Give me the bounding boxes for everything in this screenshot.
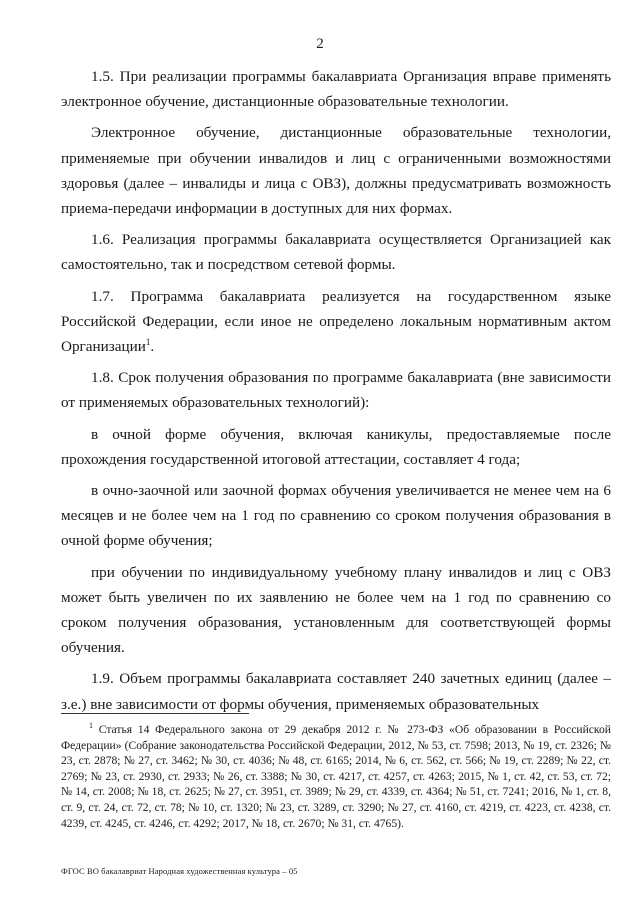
footnote-reference: 1 xyxy=(145,336,151,347)
footnote-text: Статья 14 Федерального закона от 29 декабря 2012 г. № 273-ФЗ «Об образовании в Российской Федерации» (Собрание законодательства Российской Федерации, 2012, № 53, ст. 7598; 2013, № 19, ст. 2326; № 23, ст. 2878; № 27, ст. 3462; № 30, ст. 4036; № 48, ст. 6165; 2014, № 6, ст. 562, ст. 566; № 19, ст. 2289; № 22, ст. 2769; № 23, ст. 2930, ст. 2933; № 26, ст. 3388; № 30, ст. 4217, ст. 4257, ст. 4263; 2015, № 1, ст. 42, ст. 53, ст. 72; № 14, ст. 2008; № 18, ст. 2625; № 27, ст. 3951, ст. 3989; № 29, ст. 4339, ст. 4364; № 51, ст. 7241; 2016, № 1, ст. 8, ст. 9, ст. 24, ст. 72, ст. 78; № 10, ст. 1320; № 23, ст. 3289, ст. 3290; № 27, ст. 4160, ст. 4219, ст. 4223, ст. 4238, ст. 4239, ст. 4245, ст. 4246, ст. 4292; 2017, № 18, ст. 2670; № 31, ст. 4765). xyxy=(61,723,611,830)
paragraph-1-6: 1.6. Реализация программы бакалавриата осуществляется Организацией как самостоятельно, так и посредством сетевой формы. xyxy=(61,231,611,274)
paragraph-1-7-text: 1.7. Программа бакалавриата реализуется на государственном языке Российской Федерации, если иное не определено локальным нормативным актом Организации xyxy=(61,287,611,356)
document-body xyxy=(61,64,611,723)
paragraph-1-8-fulltime: в очной форме обучения, включая каникулы, предоставляемые после прохождения государственной итоговой аттестации, составляет 4 года; xyxy=(61,425,611,468)
paragraph-1-5-accessibility: Электронное обучение, дистанционные образовательные технологии, применяемые при обучении инвалидов и лиц с ограниченными возможностями здоровья (далее – инвалиды и лица с ОВЗ), должны предусматривать возможность приема-передачи информации в доступных для них формах. xyxy=(61,124,611,218)
paragraph-1-7-end: . xyxy=(150,338,155,356)
paragraph-1-7 xyxy=(61,284,611,360)
paragraph-1-9: 1.9. Объем программы бакалавриата составляет 240 зачетных единиц (далее – з.е.) вне зависимости от формы обучения, применяемых образовательных xyxy=(61,670,611,713)
footnote-marker: 1 xyxy=(89,721,93,731)
paragraph-1-8: 1.8. Срок получения образования по программе бакалавриата (вне зависимости от применяемых образовательных технологий): xyxy=(61,369,611,412)
page-number: 2 xyxy=(316,36,324,52)
page-footer: ФГОС ВО бакалавриат Народная художественная культура – 05 xyxy=(61,866,298,876)
paragraph-1-8-parttime: в очно-заочной или заочной формах обучения увеличивается не менее чем на 6 месяцев и не более чем на 1 год по сравнению со сроком получения образования в очной форме обучения; xyxy=(61,482,611,550)
paragraph-1-8-individual: при обучении по индивидуальному учебному плану инвалидов и лиц с ОВЗ может быть увеличен по их заявлению не более чем на 1 год по сравнению со сроком получения образования, установленным для соответствующей формы обучения. xyxy=(61,563,611,657)
footnote-separator xyxy=(61,713,249,714)
footnote xyxy=(61,722,611,831)
paragraph-1-5: 1.5. При реализации программы бакалавриата Организация вправе применять электронное обучение, дистанционные образовательные технологии. xyxy=(61,68,611,111)
